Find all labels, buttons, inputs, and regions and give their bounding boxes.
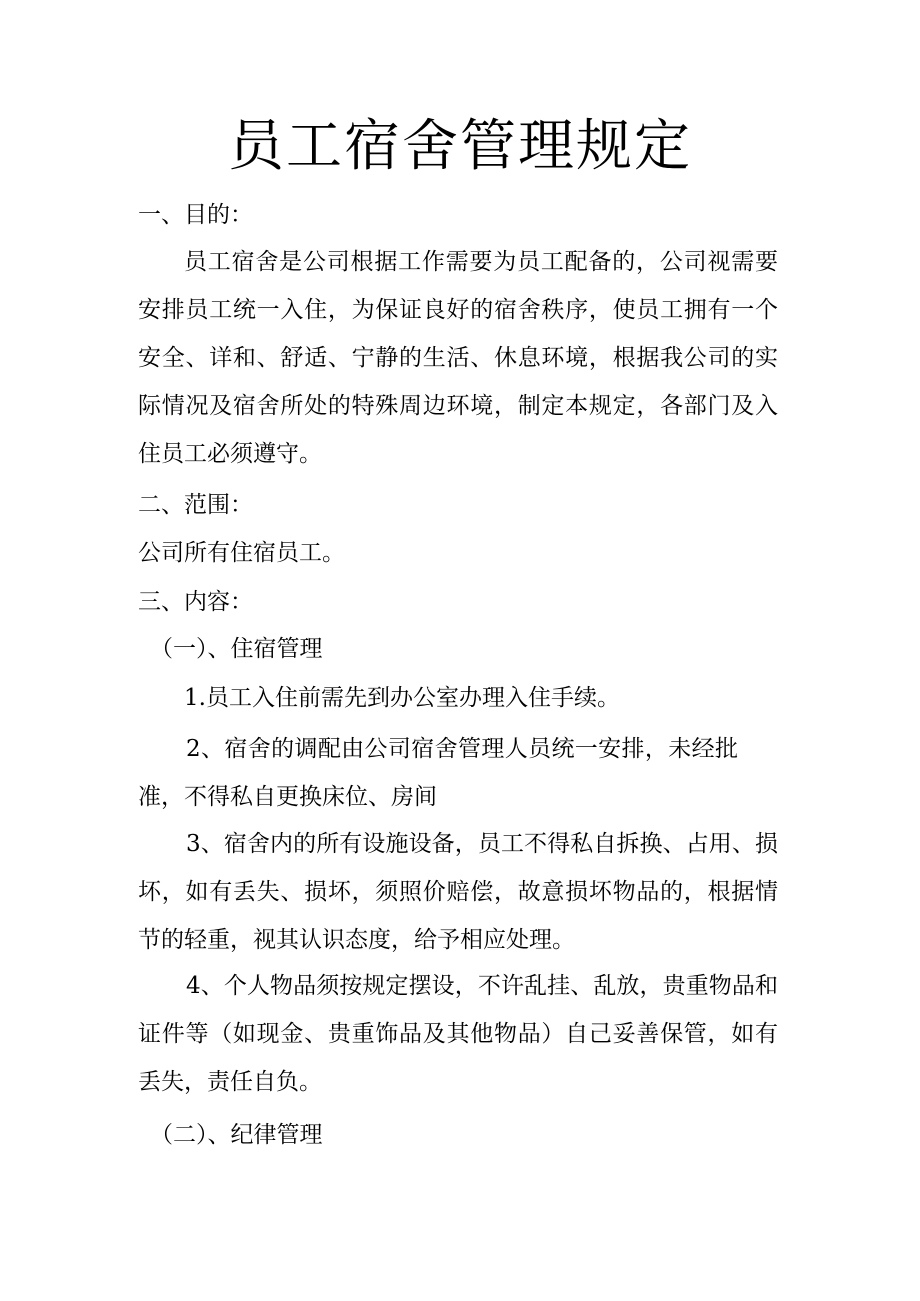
subsection-heading-discipline: （二）、纪律管理 [150, 1122, 323, 1148]
section-heading-scope: 二、范围： [138, 492, 253, 518]
section-body-purpose: 员工宿舍是公司根据工作需要为员工配备的，公司视需要安排员工统一入住，为保证良好的宿舍秩序，使员工拥有一个安全、详和、舒适、宁静的生活、休息环境，根据我公司的实际情况及宿舍所处的特殊周边环境，制定本规定，各部门及入住员工必须遵守。 [138, 249, 778, 467]
subsection-heading-accommodation: （一）、住宿管理 [150, 636, 323, 662]
document-title: 员工宿舍管理规定 [228, 114, 692, 179]
rule-item-4: 4、个人物品须按规定摆设，不许乱挂、乱放，贵重物品和证件等（如现金、贵重饰品及其他物品）自己妥善保管，如有丢失，责任自负。 [138, 973, 778, 1095]
section-heading-purpose: 一、目的： [138, 202, 253, 228]
rule-item-1: 1.员工入住前需先到办公室办理入住手续。 [184, 685, 620, 711]
rule-item-3: 3、宿舍内的所有设施设备，员工不得私自拆换、占用、损坏，如有丢失、损坏，须照价赔偿，故意损坏物品的，根据情节的轻重，视其认识态度，给予相应处理。 [138, 831, 778, 953]
section-body-scope: 公司所有住宿员工。 [138, 540, 345, 566]
rule-item-2: 2、宿舍的调配由公司宿舍管理人员统一安排，未经批准，不得私自更换床位、房间 [138, 736, 738, 810]
section-heading-content: 三、内容： [138, 589, 253, 615]
